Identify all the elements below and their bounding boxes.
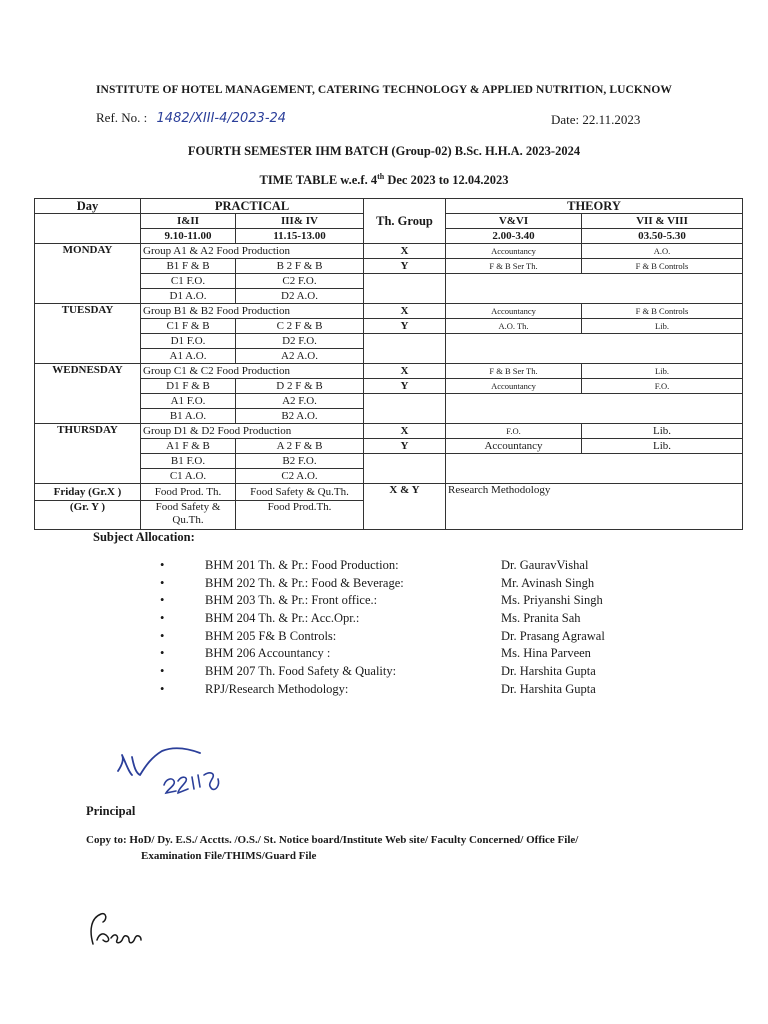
practical-slot2: C2 F.O. xyxy=(236,274,364,289)
theory-y-slot2: F.O. xyxy=(582,379,743,394)
bullet: • xyxy=(160,628,165,643)
timetable-title xyxy=(0,172,768,188)
day-wednesday: WEDNESDAY xyxy=(35,364,141,424)
theory-x-slot2: F & B Controls xyxy=(582,304,743,319)
tt-pre: TIME TABLE w.e.f. 4 xyxy=(259,173,378,188)
period-3-4: III& IV xyxy=(236,214,364,229)
practical-slot2: C2 A.O. xyxy=(236,469,364,484)
ref-value: 1482/XIII-4/2023-24 xyxy=(156,111,287,126)
practical-slot2: D 2 F & B xyxy=(236,379,364,394)
theory-y-slot1: F & B Ser Th. xyxy=(446,259,582,274)
allocation-item xyxy=(160,629,630,647)
period-1-2: I&II xyxy=(141,214,236,229)
bullet: • xyxy=(160,558,165,572)
theory-y-slot2: Lib. xyxy=(582,319,743,334)
empty-cell xyxy=(364,334,446,364)
practical-slot1: B1 F.O. xyxy=(141,454,236,469)
practical-slot2: B2 F.O. xyxy=(236,454,364,469)
practical-slot1: D1 A.O. xyxy=(141,289,236,304)
institute-name: INSTITUTE OF HOTEL MANAGEMENT, CATERING TECHNOLOGY & APPLIED NUTRITION, LUCKNOW xyxy=(95,84,673,96)
practical-slot1: B1 A.O. xyxy=(141,409,236,424)
allocation-faculty: Ms. Priyanshi Singh xyxy=(501,593,603,608)
theory-x-slot1: F.O. xyxy=(446,424,582,439)
allocation-list xyxy=(160,558,630,700)
tt-sup: th xyxy=(377,172,385,181)
practical-slot1: C1 F.O. xyxy=(141,274,236,289)
theory-y-slot2: Lib. xyxy=(582,439,743,454)
allocation-faculty: Dr. Harshita Gupta xyxy=(501,681,596,696)
theory-group-x: X xyxy=(364,364,446,379)
practical-slot2: B 2 F & B xyxy=(236,259,364,274)
friday-x-slot2: Food Safety & Qu.Th. xyxy=(236,484,364,501)
header-theory: THEORY xyxy=(446,199,743,214)
empty-cell xyxy=(446,394,743,424)
header-day: Day xyxy=(35,199,141,214)
practical-slot2: C 2 F & B xyxy=(236,319,364,334)
theory-x-slot2: Lib. xyxy=(582,364,743,379)
theory-y-slot1: Accountancy xyxy=(446,439,582,454)
bullet: • xyxy=(160,593,165,608)
allocation-faculty: Dr. GauravVishal xyxy=(501,558,589,572)
theory-x-slot2: Lib. xyxy=(582,424,743,439)
allocation-item xyxy=(160,611,630,629)
day-tuesday: TUESDAY xyxy=(35,304,141,364)
bullet: • xyxy=(160,681,165,696)
theory-x-slot1: Accountancy xyxy=(446,244,582,259)
allocation-item xyxy=(160,646,630,664)
initials-signature xyxy=(85,910,155,955)
empty-cell xyxy=(446,274,743,304)
ref-label: Ref. No. : xyxy=(96,110,148,125)
time-3: 2.00-3.40 xyxy=(446,229,582,244)
friday-theory: Research Methodology xyxy=(446,484,743,530)
allocation-subject: RPJ/Research Methodology: xyxy=(205,681,349,696)
issue-date: Date: 22.11.2023 xyxy=(551,112,641,127)
theory-group-y: Y xyxy=(364,319,446,334)
food-production-group: Group A1 & A2 Food Production xyxy=(141,244,364,259)
allocation-subject: BHM 202 Th. & Pr.: Food & Beverage: xyxy=(205,575,404,590)
practical-slot1: A1 F & B xyxy=(141,439,236,454)
bullet: • xyxy=(160,611,165,626)
empty-cell xyxy=(364,274,446,304)
allocation-subject: BHM 205 F& B Controls: xyxy=(205,628,337,643)
theory-y-slot2: F & B Controls xyxy=(582,259,743,274)
timetable-grid xyxy=(34,198,743,530)
theory-group-y: Y xyxy=(364,379,446,394)
bullet: • xyxy=(160,664,165,679)
practical-slot2: A2 F.O. xyxy=(236,394,364,409)
food-production-group: Group B1 & B2 Food Production xyxy=(141,304,364,319)
initials-scribble xyxy=(85,910,155,950)
friday-theory-group: X & Y xyxy=(364,484,446,530)
practical-slot1: A1 F.O. xyxy=(141,394,236,409)
theory-x-slot1: F & B Ser Th. xyxy=(446,364,582,379)
practical-slot1: D1 F & B xyxy=(141,379,236,394)
header-day-blank xyxy=(35,214,141,244)
allocation-subject: BHM 203 Th. & Pr.: Front office.: xyxy=(205,593,378,608)
header-th-group: Th. Group xyxy=(364,199,446,244)
practical-slot1: B1 F & B xyxy=(141,259,236,274)
empty-cell xyxy=(364,454,446,484)
allocation-subject: BHM 206 Accountancy : xyxy=(205,646,331,661)
theory-x-slot2: A.O. xyxy=(582,244,743,259)
bullet: • xyxy=(160,646,165,661)
practical-slot1: A1 A.O. xyxy=(141,349,236,364)
friday-x-slot1: Food Prod. Th. xyxy=(141,484,236,501)
allocation-subject: BHM 201 Th. & Pr.: Food Production: xyxy=(205,558,399,572)
theory-group-x: X xyxy=(364,304,446,319)
allocation-subject: BHM 204 Th. & Pr.: Acc.Opr.: xyxy=(205,611,360,626)
bullet: • xyxy=(160,575,165,590)
theory-y-slot1: A.O. Th. xyxy=(446,319,582,334)
day-monday: MONDAY xyxy=(35,244,141,304)
practical-slot2: A 2 F & B xyxy=(236,439,364,454)
friday-y-slot1: Food Safety & Qu.Th. xyxy=(141,501,236,530)
day-friday-group-y: (Gr. Y ) xyxy=(35,501,141,530)
principal-label: Principal xyxy=(86,804,136,818)
theory-group-y: Y xyxy=(364,439,446,454)
theory-x-slot1: Accountancy xyxy=(446,304,582,319)
allocation-title: Subject Allocation: xyxy=(93,530,195,544)
tt-post: Dec 2023 to 12.04.2023 xyxy=(384,173,509,188)
allocation-faculty: Dr. Harshita Gupta xyxy=(501,664,596,679)
practical-slot2: D2 A.O. xyxy=(236,289,364,304)
allocation-item xyxy=(160,576,630,594)
practical-slot2: B2 A.O. xyxy=(236,409,364,424)
theory-group-y: Y xyxy=(364,259,446,274)
copy-line-1: Copy to: HoD/ Dy. E.S./ Acctts. /O.S./ St. Notice board/Institute Web site/ Faculty Concerned/ Office File/ xyxy=(86,834,579,846)
theory-group-x: X xyxy=(364,244,446,259)
time-4: 03.50-5.30 xyxy=(582,229,743,244)
day-thursday: THURSDAY xyxy=(35,424,141,484)
practical-slot1: D1 F.O. xyxy=(141,334,236,349)
copy-line-2: Examination File/THIMS/Guard File xyxy=(141,850,317,862)
principal-signature xyxy=(112,745,232,810)
empty-cell xyxy=(364,394,446,424)
allocation-item xyxy=(160,664,630,682)
allocation-faculty: Mr. Avinash Singh xyxy=(501,575,595,590)
allocation-faculty: Ms. Pranita Sah xyxy=(501,611,581,626)
food-production-group: Group C1 & C2 Food Production xyxy=(141,364,364,379)
practical-slot2: A2 A.O. xyxy=(236,349,364,364)
food-production-group: Group D1 & D2 Food Production xyxy=(141,424,364,439)
empty-cell xyxy=(446,454,743,484)
reference-number xyxy=(96,110,286,126)
day-friday-group-x: Friday (Gr.X ) xyxy=(35,484,141,501)
header-practical: PRACTICAL xyxy=(141,199,364,214)
period-7-8: VII & VIII xyxy=(582,214,743,229)
practical-slot1: C1 A.O. xyxy=(141,469,236,484)
allocation-faculty: Dr. Prasang Agrawal xyxy=(501,628,605,643)
practical-slot1: C1 F & B xyxy=(141,319,236,334)
time-2: 11.15-13.00 xyxy=(236,229,364,244)
allocation-item xyxy=(160,558,630,576)
allocation-item xyxy=(160,593,630,611)
signature-scribble xyxy=(112,745,232,805)
allocation-faculty: Ms. Hina Parveen xyxy=(501,646,591,661)
theory-y-slot1: Accountancy xyxy=(446,379,582,394)
period-5-6: V&VI xyxy=(446,214,582,229)
practical-slot2: D2 F.O. xyxy=(236,334,364,349)
allocation-item xyxy=(160,682,630,700)
allocation-subject: BHM 207 Th. Food Safety & Quality: xyxy=(205,664,397,679)
copy-to xyxy=(86,832,578,864)
semester-title: FOURTH SEMESTER IHM BATCH (Group-02) B.Sc. H.H.A. 2023-2024 xyxy=(187,144,581,158)
theory-group-x: X xyxy=(364,424,446,439)
empty-cell xyxy=(446,334,743,364)
time-1: 9.10-11.00 xyxy=(141,229,236,244)
friday-y-slot2: Food Prod.Th. xyxy=(236,501,364,530)
